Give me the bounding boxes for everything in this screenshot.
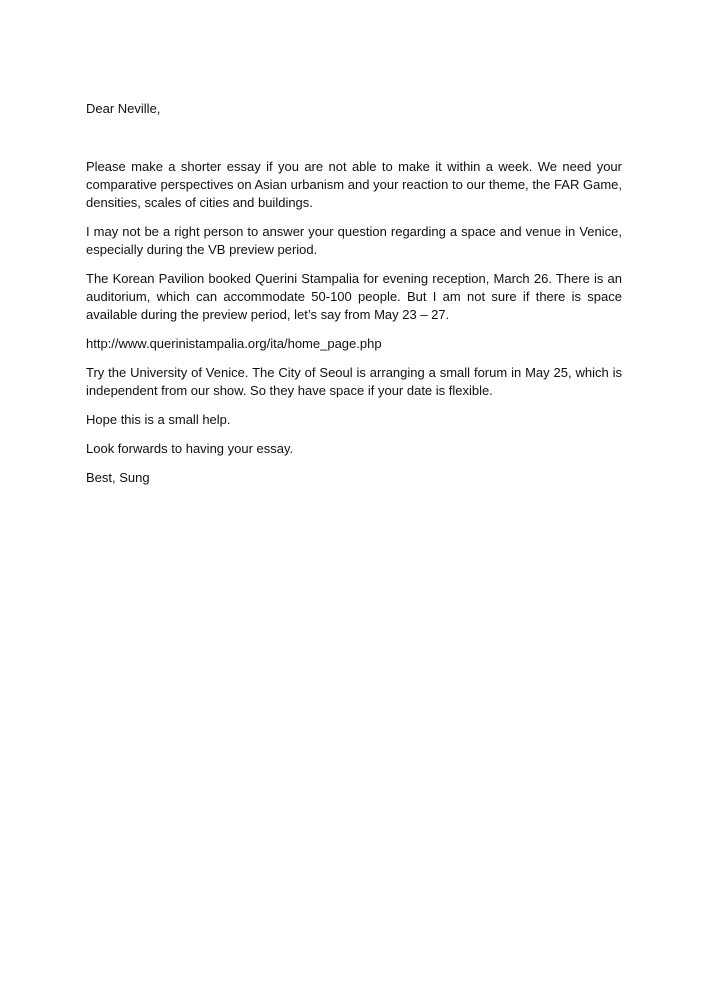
letter-body [86,100,622,498]
paragraph-small-help: Hope this is a small help. [86,412,231,427]
paragraph-university-suggestion: Try the University of Venice. The City of Seoul is arranging a small forum in May 25, which is independent from our show. So they have space if your date is flexible. [86,365,622,398]
paragraph-look-forward: Look forwards to having your essay. [86,441,294,456]
paragraph-url: http://www.querinistampalia.org/ita/home_page.php [86,336,382,351]
salutation: Dear Neville, [86,101,161,116]
paragraph-korean-pavilion: The Korean Pavilion booked Querini Stampalia for evening reception, March 26. There is an auditorium, which can accommodate 50-100 people. But I am not sure if there is space available during the preview period, let’s say from May 23 – 27. [86,271,622,322]
signoff: Best, Sung [86,470,150,485]
paragraph-essay-request: Please make a shorter essay if you are not able to make it within a week. We need your comparative perspectives on Asian urbanism and your reaction to our theme, the FAR Game, densities, scales of cities and buildings. [86,159,622,210]
paragraph-venue-question: I may not be a right person to answer your question regarding a space and venue in Venice, especially during the VB preview period. [86,224,622,257]
